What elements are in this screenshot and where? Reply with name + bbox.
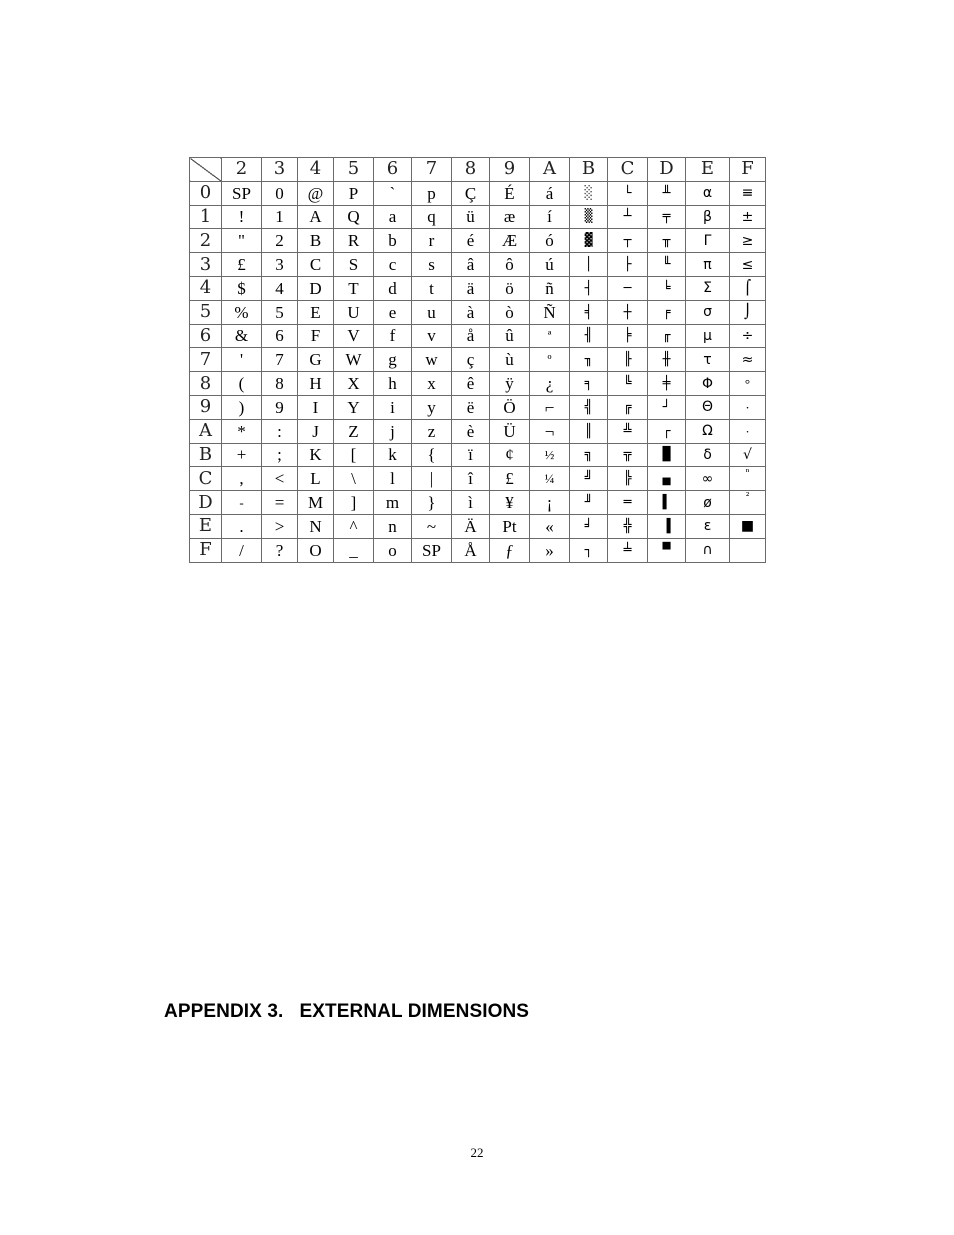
- table-cell: ƒ: [490, 538, 530, 562]
- table-cell: g: [374, 348, 412, 372]
- appendix-heading: APPENDIX 3. EXTERNAL DIMENSIONS: [164, 1001, 530, 1022]
- table-row: [190, 372, 766, 396]
- row-header: D: [190, 491, 222, 515]
- table-cell: £: [490, 467, 530, 491]
- table-cell: 5: [262, 300, 298, 324]
- table-cell: ╖: [570, 348, 608, 372]
- table-cell: º: [530, 348, 570, 372]
- table-cell: ┌: [648, 419, 686, 443]
- table-cell: `: [374, 181, 412, 205]
- table-cell: &: [222, 324, 262, 348]
- table-cell: ╕: [570, 372, 608, 396]
- table-cell: SP: [412, 538, 452, 562]
- table-cell: \: [334, 467, 374, 491]
- table-cell: Σ: [686, 276, 730, 300]
- table-cell: /: [222, 538, 262, 562]
- table-cell: }: [412, 491, 452, 515]
- table-cell: SP: [222, 181, 262, 205]
- table-cell: [: [334, 443, 374, 467]
- table-cell: ╚: [608, 372, 648, 396]
- table-cell: Γ: [686, 229, 730, 253]
- table-cell: V: [334, 324, 374, 348]
- table-cell: ⌡: [730, 300, 766, 324]
- table-cell: ^: [334, 514, 374, 538]
- table-row: [190, 229, 766, 253]
- table-cell: ╝: [570, 467, 608, 491]
- table-cell: p: [412, 181, 452, 205]
- table-cell: C: [298, 253, 334, 277]
- row-header: B: [190, 443, 222, 467]
- table-cell: ä: [452, 276, 490, 300]
- table-cell: ┘: [648, 395, 686, 419]
- column-header: 5: [334, 158, 374, 182]
- table-cell: ├: [608, 253, 648, 277]
- table-cell: ü: [452, 205, 490, 229]
- table-cell: l: [374, 467, 412, 491]
- row-header: 4: [190, 276, 222, 300]
- row-header: 1: [190, 205, 222, 229]
- table-cell: b: [374, 229, 412, 253]
- table-cell: H: [298, 372, 334, 396]
- table-cell: ): [222, 395, 262, 419]
- table-cell: 4: [262, 276, 298, 300]
- table-cell: ÿ: [490, 372, 530, 396]
- table-cell: ▌: [648, 491, 686, 515]
- table-cell: ê: [452, 372, 490, 396]
- table-cell: +: [222, 443, 262, 467]
- table-cell: ª: [530, 324, 570, 348]
- table-cell: !: [222, 205, 262, 229]
- table-cell: ┐: [570, 538, 608, 562]
- table-cell: ;: [262, 443, 298, 467]
- table-cell: A: [298, 205, 334, 229]
- table-cell: ─: [608, 276, 648, 300]
- table-cell: ¿: [530, 372, 570, 396]
- table-cell: ∙: [730, 395, 766, 419]
- table-cell: f: [374, 324, 412, 348]
- column-header: 3: [262, 158, 298, 182]
- table-cell: _: [334, 538, 374, 562]
- table-row: [190, 300, 766, 324]
- table-cell: 2: [262, 229, 298, 253]
- table-cell: ≥: [730, 229, 766, 253]
- table-cell: ⌠: [730, 276, 766, 300]
- table-cell: ╥: [648, 229, 686, 253]
- table-cell: ·: [730, 419, 766, 443]
- table-cell: ░: [570, 181, 608, 205]
- table-row: [190, 324, 766, 348]
- table-cell: ó: [530, 229, 570, 253]
- row-header: F: [190, 538, 222, 562]
- table-cell: L: [298, 467, 334, 491]
- table-cell: ï: [452, 443, 490, 467]
- table-cell: ≤: [730, 253, 766, 277]
- table-cell: ¢: [490, 443, 530, 467]
- table-cell: ╨: [648, 181, 686, 205]
- table-cell: ┬: [608, 229, 648, 253]
- row-header: 3: [190, 253, 222, 277]
- table-cell: 3: [262, 253, 298, 277]
- table-cell: $: [222, 276, 262, 300]
- table-cell: ,: [222, 467, 262, 491]
- table-cell: ▀: [648, 538, 686, 562]
- table-cell: Y: [334, 395, 374, 419]
- table-cell: k: [374, 443, 412, 467]
- table-cell: t: [412, 276, 452, 300]
- table-cell: ┼: [608, 300, 648, 324]
- table-cell: ┤: [570, 276, 608, 300]
- corner-cell: [190, 158, 222, 182]
- table-cell: ╡: [570, 300, 608, 324]
- table-cell: à: [452, 300, 490, 324]
- column-header: F: [730, 158, 766, 182]
- table-row: [190, 348, 766, 372]
- table-cell: 7: [262, 348, 298, 372]
- header-row: [190, 158, 766, 182]
- table-cell: ~: [412, 514, 452, 538]
- table-cell: ¼: [530, 467, 570, 491]
- table-cell: Θ: [686, 395, 730, 419]
- table-cell: j: [374, 419, 412, 443]
- row-header: 8: [190, 372, 222, 396]
- table-cell: G: [298, 348, 334, 372]
- table-cell: q: [412, 205, 452, 229]
- table-cell: é: [452, 229, 490, 253]
- table-row: [190, 205, 766, 229]
- column-header: 2: [222, 158, 262, 182]
- table-cell: ": [222, 229, 262, 253]
- row-header: 5: [190, 300, 222, 324]
- table-cell: Ω: [686, 419, 730, 443]
- table-row: [190, 395, 766, 419]
- table-cell: e: [374, 300, 412, 324]
- table-cell: >: [262, 514, 298, 538]
- table-cell: Å: [452, 538, 490, 562]
- table-cell: «: [530, 514, 570, 538]
- table-cell: ½: [530, 443, 570, 467]
- table-cell: 0: [262, 181, 298, 205]
- table-cell: Q: [334, 205, 374, 229]
- table-cell: n: [374, 514, 412, 538]
- row-header: A: [190, 419, 222, 443]
- table-cell: u: [412, 300, 452, 324]
- table-cell: ║: [570, 419, 608, 443]
- table-cell: Pt: [490, 514, 530, 538]
- table-cell: Z: [334, 419, 374, 443]
- table-cell: E: [298, 300, 334, 324]
- row-header: 7: [190, 348, 222, 372]
- table-cell: s: [412, 253, 452, 277]
- table-cell: N: [298, 514, 334, 538]
- row-header: 9: [190, 395, 222, 419]
- table-cell: Ñ: [530, 300, 570, 324]
- column-header: A: [530, 158, 570, 182]
- table-cell: ╠: [608, 467, 648, 491]
- table-cell: ╧: [608, 538, 648, 562]
- table-cell: :: [262, 419, 298, 443]
- table-cell: z: [412, 419, 452, 443]
- code-table-header: [190, 158, 766, 182]
- column-header: 6: [374, 158, 412, 182]
- table-cell: M: [298, 491, 334, 515]
- table-cell: ⁿ: [730, 467, 766, 491]
- table-cell: û: [490, 324, 530, 348]
- table-row: [190, 181, 766, 205]
- table-cell: m: [374, 491, 412, 515]
- table-cell: î: [452, 467, 490, 491]
- table-cell: o: [374, 538, 412, 562]
- table-cell: ∩: [686, 538, 730, 562]
- table-cell: ': [222, 348, 262, 372]
- table-cell: ε: [686, 514, 730, 538]
- table-cell: K: [298, 443, 334, 467]
- table-cell: ═: [608, 491, 648, 515]
- table-cell: ç: [452, 348, 490, 372]
- table-cell: c: [374, 253, 412, 277]
- table-cell: á: [530, 181, 570, 205]
- table-cell: ╛: [570, 514, 608, 538]
- table-cell: ▓: [570, 229, 608, 253]
- column-header: D: [648, 158, 686, 182]
- table-cell: <: [262, 467, 298, 491]
- table-row: [190, 276, 766, 300]
- table-cell: í: [530, 205, 570, 229]
- table-cell: ╢: [570, 324, 608, 348]
- table-cell: ú: [530, 253, 570, 277]
- row-header: E: [190, 514, 222, 538]
- table-cell: .: [222, 514, 262, 538]
- table-cell: â: [452, 253, 490, 277]
- table-cell: ╬: [608, 514, 648, 538]
- code-table-body: [190, 181, 766, 562]
- table-row: [190, 253, 766, 277]
- table-cell: B: [298, 229, 334, 253]
- column-header: 4: [298, 158, 334, 182]
- table-cell: J: [298, 419, 334, 443]
- table-cell: @: [298, 181, 334, 205]
- table-cell: y: [412, 395, 452, 419]
- table-cell: {: [412, 443, 452, 467]
- column-header: B: [570, 158, 608, 182]
- row-header: C: [190, 467, 222, 491]
- table-cell: τ: [686, 348, 730, 372]
- page-number: 22: [470, 1145, 484, 1160]
- table-cell: ▐: [648, 514, 686, 538]
- table-cell: å: [452, 324, 490, 348]
- table-cell: i: [374, 395, 412, 419]
- table-cell: R: [334, 229, 374, 253]
- table-cell: ╞: [608, 324, 648, 348]
- table-cell: Ä: [452, 514, 490, 538]
- table-cell: O: [298, 538, 334, 562]
- table-cell: 8: [262, 372, 298, 396]
- table-cell: ∞: [686, 467, 730, 491]
- table-cell: r: [412, 229, 452, 253]
- table-cell: Ç: [452, 181, 490, 205]
- table-cell: D: [298, 276, 334, 300]
- table-cell: ╪: [648, 372, 686, 396]
- table-cell: ⌐: [530, 395, 570, 419]
- table-cell: ╘: [648, 276, 686, 300]
- column-header: E: [686, 158, 730, 182]
- table-cell: ╤: [648, 205, 686, 229]
- table-cell: ╒: [648, 300, 686, 324]
- table-cell: ≈: [730, 348, 766, 372]
- column-header: 8: [452, 158, 490, 182]
- table-cell: v: [412, 324, 452, 348]
- table-cell: ¬: [530, 419, 570, 443]
- table-cell: Φ: [686, 372, 730, 396]
- table-cell: X: [334, 372, 374, 396]
- table-cell: ±: [730, 205, 766, 229]
- table-cell: └: [608, 181, 648, 205]
- table-cell: W: [334, 348, 374, 372]
- table-cell: β: [686, 205, 730, 229]
- table-cell: │: [570, 253, 608, 277]
- table-cell: æ: [490, 205, 530, 229]
- table-cell: %: [222, 300, 262, 324]
- table-cell: U: [334, 300, 374, 324]
- table-cell: ╓: [648, 324, 686, 348]
- table-cell: ²: [730, 491, 766, 515]
- table-cell: ▄: [648, 467, 686, 491]
- table-row: [190, 467, 766, 491]
- table-cell: Ü: [490, 419, 530, 443]
- table-cell: ]: [334, 491, 374, 515]
- table-cell: T: [334, 276, 374, 300]
- table-cell: ?: [262, 538, 298, 562]
- row-header: 2: [190, 229, 222, 253]
- table-cell: ╜: [570, 491, 608, 515]
- table-cell: ╩: [608, 419, 648, 443]
- column-header: 7: [412, 158, 452, 182]
- table-cell: *: [222, 419, 262, 443]
- table-cell: °: [730, 372, 766, 396]
- table-cell: ╫: [648, 348, 686, 372]
- table-cell: a: [374, 205, 412, 229]
- table-cell: ¡: [530, 491, 570, 515]
- table-cell: [730, 538, 766, 562]
- table-cell: d: [374, 276, 412, 300]
- table-cell: |: [412, 467, 452, 491]
- table-cell: α: [686, 181, 730, 205]
- table-cell: ö: [490, 276, 530, 300]
- table-cell: ì: [452, 491, 490, 515]
- table-row: [190, 443, 766, 467]
- table-cell: ╟: [608, 348, 648, 372]
- table-cell: π: [686, 253, 730, 277]
- table-row: [190, 538, 766, 562]
- row-header: 6: [190, 324, 222, 348]
- table-cell: ë: [452, 395, 490, 419]
- table-cell: w: [412, 348, 452, 372]
- table-cell: »: [530, 538, 570, 562]
- column-header: 9: [490, 158, 530, 182]
- table-cell: ò: [490, 300, 530, 324]
- table-cell: µ: [686, 324, 730, 348]
- table-cell: ù: [490, 348, 530, 372]
- table-row: [190, 491, 766, 515]
- table-cell: (: [222, 372, 262, 396]
- table-cell: 1: [262, 205, 298, 229]
- table-cell: σ: [686, 300, 730, 324]
- table-cell: -: [222, 491, 262, 515]
- table-cell: É: [490, 181, 530, 205]
- table-cell: ▒: [570, 205, 608, 229]
- table-cell: ■: [730, 514, 766, 538]
- table-cell: ø: [686, 491, 730, 515]
- table-cell: £: [222, 253, 262, 277]
- table-cell: P: [334, 181, 374, 205]
- table-cell: ┴: [608, 205, 648, 229]
- table-cell: 6: [262, 324, 298, 348]
- table-cell: ñ: [530, 276, 570, 300]
- table-row: [190, 419, 766, 443]
- column-header: C: [608, 158, 648, 182]
- table-cell: Æ: [490, 229, 530, 253]
- table-cell: S: [334, 253, 374, 277]
- table-cell: ╗: [570, 443, 608, 467]
- table-cell: █: [648, 443, 686, 467]
- table-cell: Ö: [490, 395, 530, 419]
- table-cell: F: [298, 324, 334, 348]
- character-code-table: [189, 157, 766, 563]
- table-cell: ÷: [730, 324, 766, 348]
- table-cell: δ: [686, 443, 730, 467]
- table-cell: ╙: [648, 253, 686, 277]
- table-cell: ≡: [730, 181, 766, 205]
- table-cell: ╦: [608, 443, 648, 467]
- table-cell: ╣: [570, 395, 608, 419]
- table-cell: √: [730, 443, 766, 467]
- table-cell: =: [262, 491, 298, 515]
- row-header: 0: [190, 181, 222, 205]
- table-row: [190, 514, 766, 538]
- table-cell: ¥: [490, 491, 530, 515]
- table-cell: ô: [490, 253, 530, 277]
- table-cell: 9: [262, 395, 298, 419]
- table-cell: ╔: [608, 395, 648, 419]
- table-cell: I: [298, 395, 334, 419]
- table-cell: è: [452, 419, 490, 443]
- table-cell: h: [374, 372, 412, 396]
- table-cell: x: [412, 372, 452, 396]
